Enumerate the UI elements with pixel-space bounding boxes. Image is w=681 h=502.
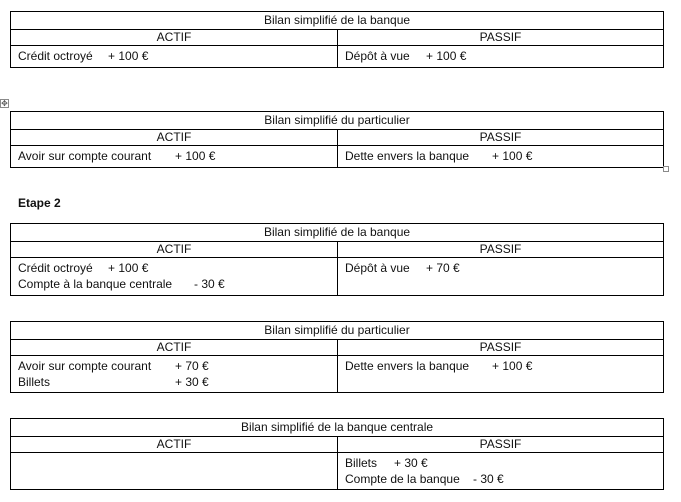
table-entry [345, 148, 663, 164]
entry-label: Dette envers la banque [345, 149, 470, 163]
table-resize-handle-icon[interactable] [663, 166, 669, 172]
entry-label: Avoir sur compte courant [18, 149, 152, 163]
passif-cell[interactable] [338, 146, 663, 167]
passif-header: PASSIF [479, 30, 522, 44]
table-body-row [11, 356, 663, 392]
table-entry [18, 260, 337, 276]
actif-cell[interactable] [11, 453, 338, 489]
entry-amount: + 70 € [175, 359, 209, 373]
passif-cell[interactable] [338, 258, 663, 295]
passif-header: PASSIF [479, 242, 522, 256]
table-entry [345, 358, 663, 374]
entry-amount: + 100 € [108, 49, 149, 63]
table-header-row [11, 242, 663, 258]
entry-label: Avoir sur compte courant [18, 359, 152, 373]
entry-amount: + 100 € [492, 359, 533, 373]
actif-cell[interactable] [11, 46, 338, 67]
entry-label: Dépôt à vue [345, 261, 410, 275]
entry-label: Billets [345, 456, 378, 470]
entry-label: Billets [18, 375, 51, 389]
table-entry [18, 276, 337, 292]
table-entry [345, 260, 663, 276]
table-header-row [11, 130, 663, 146]
passif-cell[interactable] [338, 453, 663, 489]
entry-amount: + 100 € [108, 261, 149, 275]
actif-header: ACTIF [11, 30, 338, 45]
table-body-row [11, 453, 663, 489]
entry-amount: - 30 € [194, 277, 225, 291]
etape-heading: Etape 2 [18, 196, 61, 210]
table-entry [345, 48, 663, 64]
entry-amount: + 30 € [394, 456, 428, 470]
entry-label: Dette envers la banque [345, 359, 470, 373]
actif-header: ACTIF [11, 340, 338, 355]
actif-cell[interactable] [11, 258, 338, 295]
table-header-row [11, 30, 663, 46]
entry-amount: + 100 € [175, 149, 216, 163]
table-header-row [11, 437, 663, 453]
actif-cell[interactable] [11, 356, 338, 392]
bilan-banque-table [10, 223, 664, 296]
entry-label: Compte de la banque [345, 472, 460, 486]
table-title: Bilan simplifié de la banque [11, 224, 663, 242]
bilan-particulier-table [10, 111, 664, 168]
table-body-row [11, 46, 663, 67]
table-body-row [11, 258, 663, 295]
passif-header: PASSIF [479, 130, 522, 144]
actif-cell[interactable] [11, 146, 338, 167]
table-entry [18, 48, 337, 64]
passif-cell[interactable] [338, 46, 663, 67]
table-body-row [11, 146, 663, 167]
table-title: Bilan simplifié de la banque [11, 12, 663, 30]
table-entry [18, 374, 337, 390]
entry-amount: + 100 € [492, 149, 533, 163]
bilan-banque-centrale-table [10, 418, 664, 490]
actif-header: ACTIF [11, 242, 338, 257]
table-title: Bilan simplifié du particulier [11, 322, 663, 340]
bilan-particulier-table [10, 321, 664, 393]
table-entry [345, 471, 663, 487]
entry-label: Compte à la banque centrale [18, 277, 173, 291]
passif-header: PASSIF [479, 340, 522, 354]
table-entry [345, 455, 663, 471]
entry-amount: + 30 € [175, 375, 209, 389]
table-entry [18, 148, 337, 164]
actif-header: ACTIF [11, 437, 338, 452]
passif-cell[interactable] [338, 356, 663, 392]
passif-header: PASSIF [479, 437, 522, 451]
table-move-handle-icon[interactable]: ✥ [1, 99, 8, 108]
entry-amount: + 100 € [426, 49, 467, 63]
actif-header: ACTIF [11, 130, 338, 145]
entry-amount: + 70 € [426, 261, 460, 275]
bilan-banque-table [10, 11, 664, 68]
table-header-row [11, 340, 663, 356]
entry-label: Dépôt à vue [345, 49, 410, 63]
entry-amount: - 30 € [473, 472, 504, 486]
table-title: Bilan simplifié du particulier [11, 112, 663, 130]
entry-label: Crédit octroyé [18, 49, 93, 63]
table-entry [18, 358, 337, 374]
entry-label: Crédit octroyé [18, 261, 93, 275]
table-title: Bilan simplifié de la banque centrale [11, 419, 663, 437]
